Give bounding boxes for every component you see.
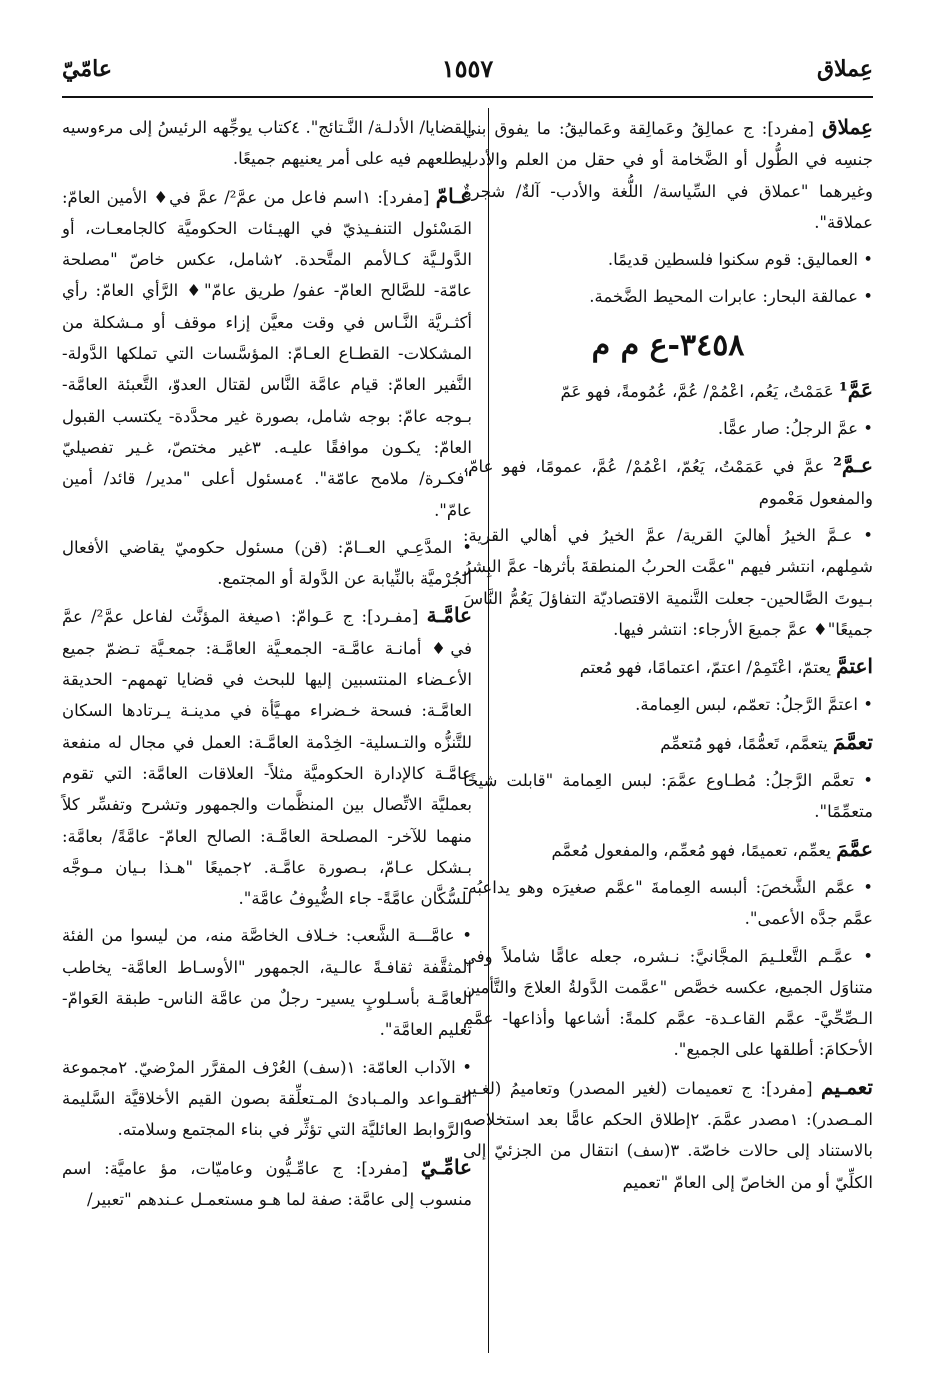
- entry-paragraph: [463, 375, 873, 407]
- entry-paragraph: • عمَّم الشَّخصَ: ألبسه العِمامةَ "عمَّم صغيرَه وهو يداعبُه- عمَّم جدَّه الأعمى".: [463, 877, 873, 929]
- entry-text: يعمِّم، تعميمًا، فهو مُعمِّم، والمفعول مُعمَّم: [551, 840, 837, 860]
- right-column: [463, 112, 873, 1204]
- entry-text: عمَّ في عَمَمْتُ، يَعُمّ، اعْمُمْ/ عُمَّ، عمومًا، فهو عامّ، والمفعول مَعْموم: [463, 457, 873, 508]
- entry-paragraph: [463, 727, 873, 759]
- right-guide-word: عِملاق: [816, 56, 873, 82]
- headword: تعمَّمَ: [832, 729, 873, 754]
- columns: [62, 112, 873, 1362]
- page-number: ١٥٥٧: [441, 54, 494, 83]
- entry-paragraph: [463, 112, 873, 238]
- entry-paragraph: • عمالقة البحار: عابرات المحيط الضَّخمة.: [589, 287, 873, 307]
- entry-paragraph: • عـمَّ الخيرُ أهاليَ القرية/ عمَّ الخيرُ في أهالي القرية: شمِلهم، انتشر فيهم "عمَّت الحربُ المنطقةَ بأثرها- عمَّ البِشرُ بـيوتَ الصَّالحين- جعلت التَّنمية الاقتصاديّة التفاؤلَ يَعُمُّ النَّاسَ جميعًا"♦ عمَّ جميعَ الأرجاء: انتشر فيها.: [463, 525, 873, 639]
- entry-paragraph: • عمَّ الرجلُ: صار عمًّا.: [717, 419, 873, 439]
- headword: عَمَّ¹: [838, 377, 873, 402]
- entry-paragraph: • عامَّـــة الشَّعب: خـلاف الخاصَّة منه، من ليسوا من الفئة المثقَّفة ثقافـةً عالـية، الجمهور "الأوسـاط العامَّة- يخاطب العامَّـة بأسـلوبٍ يسير- رجلٌ من عامَّة الناس- طبقة العَوامّ- تعليم العامَّة".: [62, 926, 472, 1040]
- entry-text: يتعمَّم، تَعمُّمًا، فهو مُتعمِّم: [660, 733, 833, 753]
- entry-text: [مفرد]: ج عمالِقُ وعَمالِقة وعَماليقُ: ما يفوق بني جنسِه في الطُّول أو الضَّخامة أو في حقل من العلم والأدب وغيرهما "عملاق في السِّياسة/ اللُّغة والأدب- آلةٌ/ شجرةٌ عملاقة".: [463, 119, 873, 232]
- left-guide-word: عامّيّ: [62, 56, 112, 82]
- headword: عمَّمَ: [836, 836, 873, 861]
- entry-paragraph: القضايا/ الأدلـة/ النَّـتائج". ٤كتاب يوجِّهه الرئيسُ إلى مرءوسيه ليطلعهم فيه على أمر يعنيهم جميعًا.: [62, 118, 472, 169]
- entry-paragraph: • عمَّـم التَّعلـيمَ المجَّانيَّ: نـشره، جعله عامًّا شاملاً وفي متناوَل الجميع، عكسه خصَّص "عمَّمت الدَّولةُ العلاجَ والتَّأمين الـصِّحِّيَّ- عمَّم القاعـدة- عمَّم كلمةً: أشاعها وأذاعها- عمَّم الأحكامَ: أطلقها على الجميع".: [463, 946, 873, 1060]
- headword: عِملاق: [822, 115, 873, 139]
- entry-paragraph: [62, 1152, 472, 1216]
- headword: عـامّ: [435, 183, 473, 208]
- entry-paragraph: [62, 600, 472, 914]
- entry-text: [مفرد]: ١اسم فاعل من عمَّ²/ عمَّ في♦ الأمين العامّ: المَسْئول التنفـيذيّ في الهيـئات الحكوميَّة كالجامعـات، أو الدَّولـيَّة كـالأمم المتَّحدة. ٢شامل، عكس خاصّ "مصلحة عامّة- للصَّالح العامّ- عفو/ طريق عامّ"♦ الرَّأي العامّ: رأي أكثـريَّة النَّـاس في وقت معيَّن إزاء موقف أو مـشكلة من المشكلات- القطـاع العـامّ: المؤسَّسات التي تملكها الدَّولة- النَّفير العامّ: قيام عامَّة النَّاس لقتال العدوّ، التَّعبئة العامَّة- بـوجه عامّ: بوجه شامل، بصورة غير محدَّدة- يكتسب القبول العامّ: يكـون موافقًا عليـه. ٣غير مختصّ، غـير تفصيليّ "فكـرة/ ملامح عامّة". ٤مسئول أعلى "مدير/ قائد/ أمين عامّ".: [62, 187, 472, 520]
- entry-paragraph: [463, 450, 873, 514]
- entry-paragraph: • العماليق: قوم سكنوا فلسطين قديمًا.: [607, 250, 873, 270]
- header-rule: [62, 96, 873, 98]
- headword: تعمـيم: [821, 1074, 873, 1099]
- root-heading: ٣٤٥٨-ع م م: [591, 327, 745, 363]
- entry-paragraph: [463, 1072, 873, 1198]
- left-column: [62, 112, 472, 1221]
- headword: عـمَّ²: [833, 453, 873, 478]
- entry-text: [مفرد]: ج عامِّـيُّون وعاميّات، مؤ عاميَّة: اسم منسوب إلى عامَّة: صفة لما هـو مستعمـل عـندهم "تعبير/: [62, 1158, 472, 1209]
- entry-text: يعتمّ، اعْتَمِمْ/ اعتمّ، اعتمامًا، فهو مُعتم: [579, 658, 837, 678]
- page-header: [62, 52, 873, 88]
- headword: اعتمَّ: [836, 654, 873, 679]
- entry-paragraph: • المدَّعِـي العــامّ: (قن) مسئول حكوميّ يقاضي الأفعال الجُرْميَّة بالنِّيابة عن الدَّولة أو المجتمع.: [62, 537, 472, 589]
- entry-paragraph: [62, 181, 472, 526]
- entry-text: عَمَمْتُ، يَعُم، اعْمُمْ/ عُمَّ، عُمُومةً، فهو عَمّ: [560, 381, 839, 401]
- entry-paragraph: [463, 651, 873, 683]
- entry-text: [مفـرد]: ج عَـوامّ: ١صيغة المؤنَّث لفاعل عمَّ²/ عمَّ في♦ أمانـة عامَّـة- الجمعـيَّة العامَّـة: جمعـيَّة تـضمّ جميع الأعـضاء المنتسبين إليها للبحث في قضايا تهمهم- الحديقة العامَّـة: فسحة خـضراء مهـيَّأة في مدينـة يـرتادها السكان للتَّنزُّه والتـسلية- الخِدْمة العامَّـة: العمل في مجال له منفعة عامَّـة كالإدارة الحكوميَّة مثلاً- العلاقات العامَّة: التي تقوم بعمليَّة الاتِّصال بين المنظَّمات والجمهور وتشرح وتفسِّر كلاً منهما للآخر- المصلحة العامَّـة: الصالح العامّ- عامَّةً/ بعامَّة: بـشكل عـامّ، بـصورة عامَّـة. ٢جميعًا "هـذا بـيان مـوجَّه للسُّكَّان عامَّةً- جاء الضُّيوفُ عامَّة".: [62, 607, 472, 909]
- entry-text: [مفرد]: ج تعميمات (لغير المصدر) وتعاميمُ (لغـير المـصدر): ١مصدر عمَّمَ. ٢إطلاق الحكم عامًّا بعد استخلاصه بالاستناد إلى حالات خاصّة. ٣(سف) انتقال من الجزئيّ إلى الكلِّيّ أو من الخاصّ إلى العامّ "تعميم: [463, 1078, 873, 1192]
- headword: عامِّـيّ: [420, 1154, 472, 1179]
- entry-paragraph: [463, 834, 873, 866]
- entry-paragraph: • الآداب العامّة: ١(سف) العُرْف المقرَّر المرْضيّ. ٢مجموعة القـواعد والمـبادئ المـتعلِّقة بصون القيم الأخلاقيَّة السَّليمة والرَّوابط العائليَّة التي تؤثِّر في بناء المجتمع وسلامته.: [62, 1057, 472, 1140]
- headword: عامَّـة: [426, 603, 472, 628]
- entry-paragraph: • تعمَّم الرَّجلُ: مُطـاوع عمَّمَ: لبس العِمامة "قابلت شيخًا متعمِّمًا".: [463, 771, 873, 822]
- entry-paragraph: • اعتمَّ الرَّجلُ: تعمّم، لبس العِمامة.: [635, 695, 873, 715]
